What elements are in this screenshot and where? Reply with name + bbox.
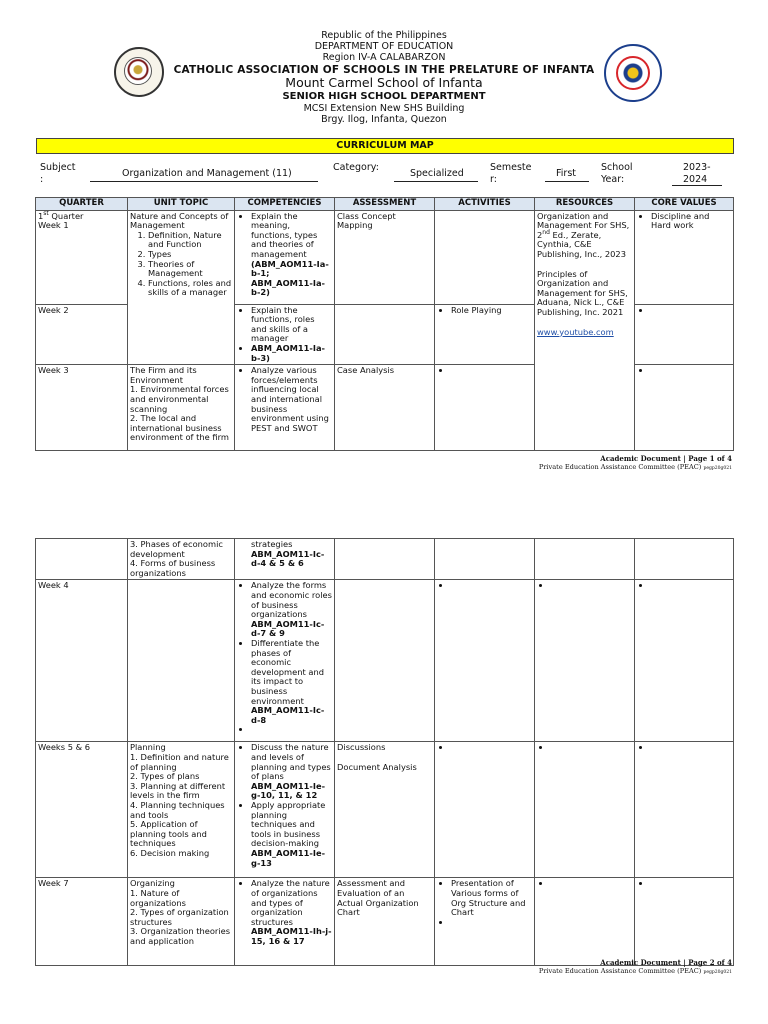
semester-label-line1: Semeste (490, 162, 532, 173)
competency-list (237, 366, 332, 433)
youtube-link[interactable]: www.youtube.com (537, 326, 614, 337)
region-line: Region IV-A CALABARZON (322, 52, 446, 64)
resources-cell (535, 539, 635, 580)
competency-text: Explain the meaning, functions, types and theories of management (251, 210, 318, 259)
core-values-cell (635, 539, 734, 580)
subject-label-line2: : (40, 174, 44, 185)
core-values-list (637, 212, 731, 231)
subject-label (40, 162, 76, 186)
competency-text: Discuss the nature and levels of planning and types of plans (251, 742, 331, 782)
list-item: 1. Definition, Nature and Function (148, 231, 232, 250)
subject-underline (90, 181, 318, 182)
quarter-cell (36, 210, 128, 304)
activity-list (437, 879, 532, 927)
list-item (251, 581, 332, 639)
document-page-1 (0, 0, 768, 480)
resource-1 (537, 212, 632, 260)
subject-value: Organization and Management (11) (122, 168, 292, 179)
week-label: Week 1 (38, 220, 69, 231)
page-separator (0, 480, 768, 528)
activities-cell (435, 878, 535, 966)
assessment-cell: Class Concept Mapping (335, 210, 435, 304)
quarter-cell: Week 2 (36, 304, 128, 365)
category-value: Specialized (410, 168, 464, 179)
activities-cell (435, 539, 535, 580)
list-item: • Explain the functions, roles and skills of a manager (251, 306, 332, 344)
resources-cell (535, 878, 635, 966)
assessment-item: Document Analysis (337, 761, 417, 772)
table-row (36, 742, 734, 878)
school-year-label-line1: School (601, 162, 633, 173)
activities-cell (435, 304, 535, 365)
unit-topic-cell (128, 742, 235, 878)
list-item: • Discipline and Hard work (651, 212, 731, 231)
topic-line: 3. Organization theories and application (130, 926, 231, 946)
competencies-cell (235, 539, 335, 580)
resources-cell (535, 742, 635, 878)
category-label: Category: (333, 162, 379, 173)
competency-text: Analyze the forms and economic roles of business organizations (251, 580, 332, 620)
peac-line (539, 967, 732, 975)
core-values-list (637, 366, 731, 376)
activities-cell (435, 210, 535, 304)
curriculum-map-title: CURRICULUM MAP (36, 138, 734, 154)
resource-2: Principles of Organization and Management for SHS, Aduana, Nick L., C&E Publishing, Inc. 2021 (537, 268, 628, 317)
list-item: • Presentation of Various forms of Org Structure and Chart (451, 879, 532, 917)
topic-line: 4. Forms of business organizations (130, 558, 216, 578)
list-item (451, 366, 532, 376)
activity-list (437, 366, 532, 376)
topic-line: 4. Planning techniques and tools (130, 799, 225, 820)
topic-line: 2. The local and international business environment of the firm (130, 413, 229, 443)
core-values-list (637, 879, 731, 889)
unit-topic-cell (128, 878, 235, 966)
resource-list (537, 879, 632, 889)
assessment-cell (335, 539, 435, 580)
competency-text: strategies (251, 539, 293, 549)
activity-list (437, 743, 532, 753)
topic-title: Planning (130, 742, 166, 753)
competency-list (237, 879, 332, 946)
col-header-competencies: COMPETENCIES (235, 198, 335, 211)
list-item (251, 801, 332, 868)
semester-value: First (556, 168, 576, 179)
list-item (251, 725, 332, 735)
list-item (451, 918, 532, 928)
activities-cell (435, 365, 535, 451)
activity-list (437, 581, 532, 591)
resources-cell (535, 580, 635, 742)
competency-code: ABM_AOM11-Ih-j-15, 16 & 17 (251, 926, 332, 946)
competencies-cell (235, 365, 335, 451)
list-item: • Analyze various forces/elements influencing local and international business environment using PEST and SWOT (251, 366, 332, 433)
resources-cell (535, 210, 635, 451)
competencies-cell (235, 742, 335, 878)
table-header-row (36, 198, 734, 211)
list-item (651, 306, 731, 316)
assessment-cell: Case Analysis (335, 365, 435, 451)
unit-topic-cell (128, 210, 235, 365)
unit-topic-cell (128, 365, 235, 451)
department-line: DEPARTMENT OF EDUCATION (314, 41, 454, 53)
school-name: Mount Carmel School of Infanta (285, 74, 483, 90)
topic-line: 3. Phases of economic development (130, 539, 223, 559)
topic-title: Nature and Concepts of Management (130, 210, 229, 231)
list-item (251, 743, 332, 801)
topic-line: 3. Planning at different levels in the firm (130, 780, 226, 801)
competencies-cell (235, 210, 335, 304)
list-item: 3. Theories of Management (148, 260, 232, 279)
topic-title: The Firm and its Environment (130, 365, 197, 385)
competency-text: Analyze the nature of organizations and types of organization structures (251, 878, 330, 927)
quarter-number: 1 (38, 210, 44, 221)
table-row (36, 210, 734, 304)
competencies-cell (235, 878, 335, 966)
topic-line: 1. Definition and nature of planning (130, 751, 229, 772)
assessment-cell (335, 742, 435, 878)
competency-code: (ABM_AOM11-Ia-b-1; ABM_AOM11-Ia-b-2) (251, 258, 329, 298)
topic-line: 1. Environmental forces and environmental scanning (130, 384, 229, 414)
unit-topic-cell (128, 580, 235, 742)
competency-text: Differentiate the phases of economic development and its impact to business environment (251, 637, 324, 706)
core-values-cell (635, 878, 734, 966)
list-item: • ABM_AOM11-Ia-b-3) (251, 344, 332, 363)
association-line: CATHOLIC ASSOCIATION OF SCHOOLS IN THE PRELATURE OF INFANTA (173, 63, 595, 76)
list-item: • Role Playing (451, 306, 532, 316)
col-header-resources: RESOURCES (535, 198, 635, 211)
competencies-cell (235, 304, 335, 365)
table-row (36, 539, 734, 580)
semester-underline (545, 181, 589, 182)
col-header-unit-topic: UNIT TOPIC (128, 198, 235, 211)
quarter-cell: Weeks 5 & 6 (36, 742, 128, 878)
topic-line: 2. Types of plans (130, 771, 200, 782)
semester-label (490, 162, 532, 186)
list-item (551, 879, 632, 889)
resource-1-text-cont: Ed., Zerate, Cynthia, C&E Publishing, Inc., 2023 (537, 229, 626, 259)
table-row (36, 878, 734, 966)
resource-list (537, 581, 632, 591)
list-item (651, 366, 731, 376)
curriculum-table-page-2 (35, 538, 734, 966)
subject-label-line1: Subject (40, 162, 76, 173)
quarter-cell: Week 3 (36, 365, 128, 451)
quarter-ordinal: st (43, 210, 49, 217)
list-item (651, 879, 731, 889)
unit-topic-cell (128, 539, 235, 580)
school-year-value-line2: 2024 (683, 174, 708, 185)
letterhead (0, 30, 768, 125)
col-header-core-values: CORE VALUES (635, 198, 734, 211)
topic-list (130, 231, 232, 298)
competency-code: ABM_AOM11-Ie-g-13 (251, 847, 326, 868)
list-item (251, 212, 332, 298)
list-item (651, 581, 731, 591)
school-year-underline (672, 185, 722, 186)
list-item (451, 743, 532, 753)
building-line: MCSI Extension New SHS Building (303, 102, 465, 114)
school-year-label-line2: Year: (601, 174, 625, 185)
core-values-list (637, 743, 731, 753)
curriculum-table-page-1 (35, 197, 734, 451)
page-number: Academic Document | Page 1 of 4 (600, 454, 732, 463)
page-number: Academic Document | Page 2 of 4 (600, 958, 732, 967)
topic-line: 5. Application of planning tools and techniques (130, 819, 207, 849)
activities-cell (435, 742, 535, 878)
quarter-cell: Week 4 (36, 580, 128, 742)
republic-line: Republic of the Philippines (321, 30, 447, 41)
resource-1-edition-ordinal: nd (542, 229, 550, 237)
competency-list (237, 743, 332, 868)
list-item (451, 581, 532, 591)
list-item: 2. Types (148, 250, 232, 260)
school-year-value (683, 162, 711, 186)
quarter-cell: Week 7 (36, 878, 128, 966)
document-code: pegp20g021 (703, 466, 732, 471)
list-item: 4. Functions, roles and skills of a manager (148, 279, 232, 298)
core-values-cell (635, 210, 734, 304)
list-item (551, 581, 632, 591)
topic-line: 1. Nature of organizations (130, 887, 186, 908)
page-1-footer (539, 454, 732, 471)
core-values-list (637, 306, 731, 316)
col-header-activities: ACTIVITIES (435, 198, 535, 211)
assessment-cell (335, 580, 435, 742)
school-year-label (601, 162, 633, 186)
resource-list (537, 743, 632, 753)
quarter-label: Quarter (48, 210, 84, 221)
competency-code: ABM_AOM11-Ic-d-4 & 5 & 6 (251, 548, 325, 569)
core-values-list (637, 581, 731, 591)
competency-code: ABM_AOM11-Ie-g-10, 11, & 12 (251, 780, 326, 801)
core-values-cell (635, 742, 734, 878)
core-values-cell (635, 580, 734, 742)
competencies-cell (235, 580, 335, 742)
col-header-quarter: QUARTER (36, 198, 128, 211)
core-values-cell (635, 304, 734, 365)
activity-list (437, 306, 532, 316)
address-line: Brgy. Ilog, Infanta, Quezon (321, 113, 447, 125)
assessment-cell (335, 304, 435, 365)
list-item (551, 743, 632, 753)
resource-1-text: Organization and Management For SHS, 2 (537, 210, 630, 240)
core-values-cell (635, 365, 734, 451)
list-item (251, 879, 332, 946)
competency-list (237, 212, 332, 298)
competency-list (237, 581, 332, 735)
competency-code: ABM_AOM11-Ic-d-7 & 9 (251, 618, 325, 639)
competency-text: Apply appropriate planning techniques and tools in business decision-making (251, 799, 326, 849)
list-item (651, 743, 731, 753)
document-code: pegp20g021 (703, 970, 732, 975)
school-year-value-line1: 2023- (683, 162, 711, 173)
table-row (36, 580, 734, 742)
competency-code: ABM_AOM11-Ic-d-8 (251, 705, 325, 725)
semester-label-line2: r: (490, 174, 497, 185)
document-page-2 (0, 528, 768, 1024)
peac-text: Private Education Assistance Committee (PEAC) (538, 463, 702, 471)
department-name: SENIOR HIGH SCHOOL DEPARTMENT (282, 90, 486, 102)
category-underline (394, 181, 478, 182)
assessment-item: Discussions (337, 742, 386, 753)
assessment-cell: Assessment and Evaluation of an Actual Organization Chart (335, 878, 435, 966)
page-2-footer (539, 958, 732, 975)
topic-line: 6. Decision making (130, 847, 210, 858)
peac-text: Private Education Assistance Committee (PEAC) (538, 967, 702, 975)
activities-cell (435, 580, 535, 742)
quarter-cell (36, 539, 128, 580)
topic-line: 2. Types of organization structures (130, 907, 229, 927)
col-header-assessment: ASSESSMENT (335, 198, 435, 211)
topic-title: Organizing (130, 878, 175, 889)
competency-list (237, 306, 332, 364)
peac-line (539, 463, 732, 471)
list-item (251, 639, 332, 725)
